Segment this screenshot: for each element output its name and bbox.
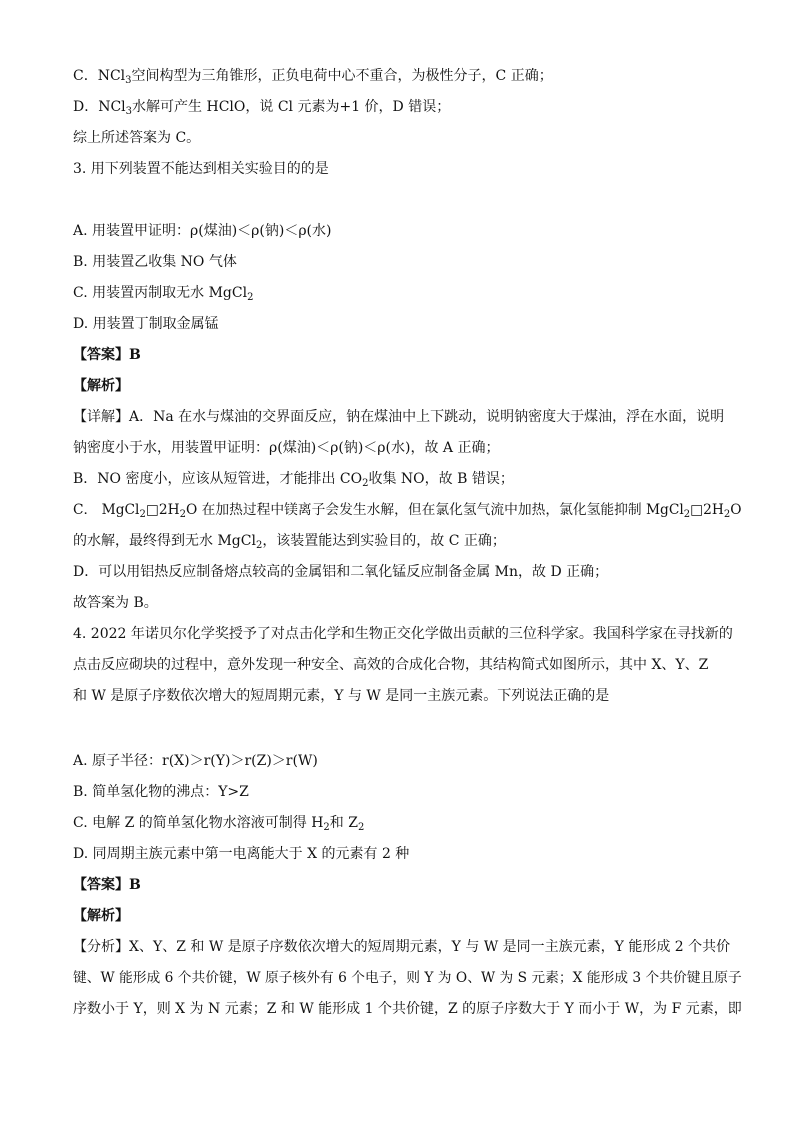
q3-detail-c: C． $MgCl_2□2H_2O$ 在加热过程中镁离子会发生水解，但在氯化氢气流中加热，氯化氢能抑制 $MgCl_2□2H_2O$ [73,502,742,520]
prev-summary: 综上所述答案为 C。 [73,130,201,146]
q3-answer: 【答案】B [73,347,141,363]
q4-stem-line-3: 和 W 是原子序数依次增大的短周期元素，Y 与 W 是同一主族元素。下列说法正确的是 [73,688,610,704]
q4-option-b: B. 简单氢化物的沸点：Y>Z [73,784,249,800]
q3-detail-line-1: 【详解】A．Na 在水与煤油的交界面反应，钠在煤油中上下跳动，说明钠密度大于煤油，浮在水面，说明 [73,409,725,425]
q3-stem: 3. 用下列装置不能达到相关实验目的的是 [73,161,329,177]
q3-detail-line-2: 钠密度小于水，用装置甲证明：ρ(煤油)＜ρ(钠)＜ρ(水)，故 A 正确； [73,440,500,456]
q3-detail-c-cont: 的水解，最终得到无水 MgCl$_2$，该装置能达到实验目的，故 C 正确； [73,533,506,551]
q3-analysis-heading: 【解析】 [73,378,129,394]
q4-analysis-line-2: 键、W 能形成 6 个共价键，W 原子核外有 6 个电子，则 Y 为 O、W 为 S 元素；X 能形成 3 个共价键且原子 [73,970,742,986]
q3-option-d: D. 用装置丁制取金属锰 [73,316,219,332]
q4-stem-line-1: 4. 2022 年诺贝尔化学奖授予了对点击化学和生物正交化学做出贡献的三位科学家。我国科学家在寻找新的 [73,626,733,642]
q4-analysis-line-3: 序数小于 Y，则 X 为 N 元素；Z 和 W 能形成 1 个共价键，Z 的原子序数大于 Y 而小于 W，为 F 元素，即 [73,1001,742,1017]
q4-option-a: A. 原子半径：r(X)＞r(Y)＞r(Z)＞r(W) [73,753,318,769]
q3-final: 故答案为 B。 [73,595,158,611]
q4-answer: 【答案】B [73,877,141,893]
q3-option-a: A. 用装置甲证明：ρ(煤油)＜ρ(钠)＜ρ(水) [73,223,332,239]
q4-stem-line-2: 点击反应砌块的过程中，意外发现一种安全、高效的合成化合物，其结构简式如图所示，其中 X、Y、Z [73,657,709,673]
q3-detail-d: D．可以用铝热反应制备熔点较高的金属铝和二氧化锰反应制备金属 Mn，故 D 正确； [73,564,609,580]
q3-option-b: B. 用装置乙收集 NO 气体 [73,254,237,270]
q4-analysis-line-1: 【分析】X、Y、Z 和 W 是原子序数依次增大的短周期元素，Y 与 W 是同一主族元素，Y 能形成 2 个共价 [73,939,731,955]
q4-analysis-heading: 【解析】 [73,908,129,924]
q3-option-c: C. 用装置丙制取无水 MgCl$_2$ [73,285,254,303]
q4-option-d: D. 同周期主族元素中第一电离能大于 X 的元素有 2 种 [73,846,410,862]
q4-option-c: C. 电解 Z 的简单氢化物水溶液可制得 $H_2$和 $Z_2$ [73,815,365,833]
prev-option-d: D．NCl$_3$水解可产生 HClO，说 Cl 元素为+1 价，D 错误； [73,99,451,117]
prev-option-c: C．NCl$_3$空间构型为三角锥形，正负电荷中心不重合，为极性分子，C 正确； [73,68,553,86]
q3-detail-b: B．NO 密度小，应该从短管进，才能排出 $CO_2$收集 NO，故 B 错误； [73,471,514,489]
